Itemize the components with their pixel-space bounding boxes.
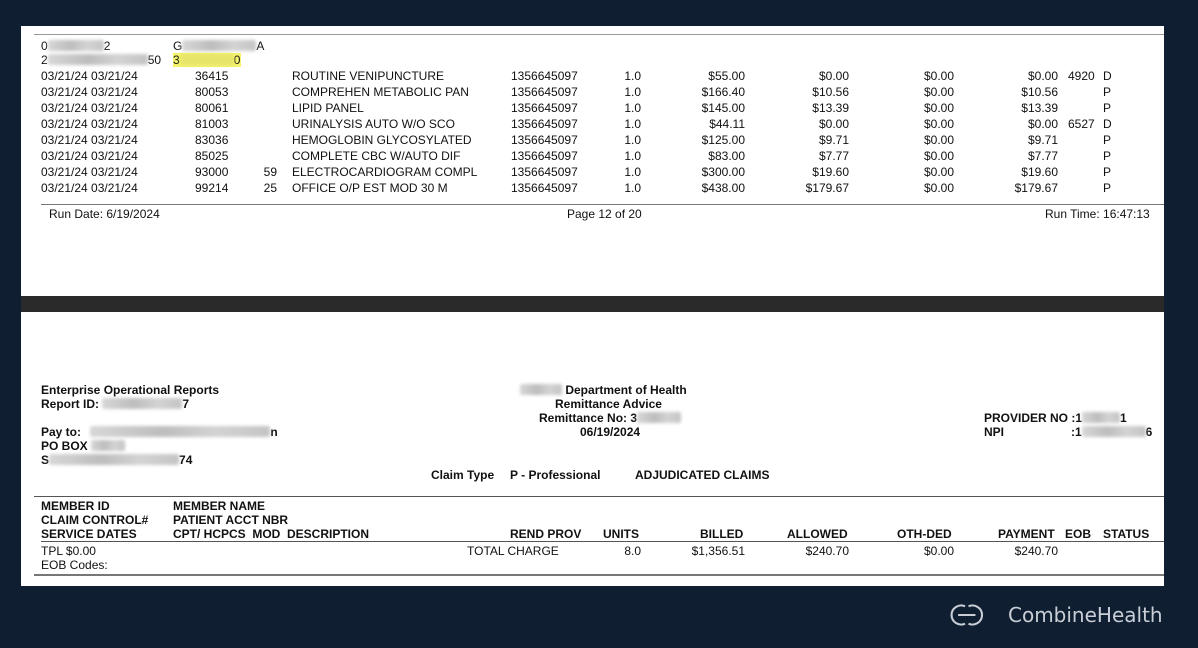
row-description: HEMOGLOBIN GLYCOSYLATED bbox=[292, 133, 472, 147]
row-allowed: $10.56 bbox=[812, 85, 849, 99]
row-allowed: $0.00 bbox=[818, 117, 849, 131]
org-name: Enterprise Operational Reports bbox=[41, 383, 220, 397]
col-service-dates: SERVICE DATES bbox=[41, 527, 137, 541]
column-header-bottom-rule bbox=[41, 541, 1164, 542]
col-member-id: MEMBER ID bbox=[41, 499, 110, 513]
redacted-state bbox=[520, 384, 562, 395]
row-billed: $145.00 bbox=[701, 101, 745, 115]
row-service-dates: 03/21/24 03/21/24 bbox=[41, 85, 138, 99]
row-rend-prov: 1356645097 bbox=[511, 69, 578, 83]
row-description: COMPLETE CBC W/AUTO DIF bbox=[292, 149, 461, 163]
column-header-rule bbox=[34, 496, 1164, 497]
row-status: D bbox=[1103, 69, 1112, 83]
redacted-address bbox=[49, 454, 179, 465]
total-oth-ded: $0.00 bbox=[923, 544, 954, 558]
po-box: PO BOX bbox=[41, 439, 125, 453]
member-name-line: G A bbox=[173, 39, 265, 53]
row-units: 1.0 bbox=[624, 181, 641, 195]
col-eob: EOB bbox=[1065, 527, 1092, 541]
col-cpt-mod-desc: CPT/ HCPCS MOD DESCRIPTION bbox=[173, 527, 370, 541]
row-service-dates: 03/21/24 03/21/24 bbox=[41, 101, 138, 115]
row-units: 1.0 bbox=[624, 69, 641, 83]
eob-codes-label: EOB Codes: bbox=[41, 558, 108, 572]
row-status: P bbox=[1103, 165, 1112, 179]
row-oth-ded: $0.00 bbox=[923, 85, 954, 99]
redacted-patient-acct bbox=[180, 54, 234, 65]
redacted-remittance-no bbox=[637, 412, 681, 423]
row-units: 1.0 bbox=[624, 165, 641, 179]
row-service-dates: 03/21/24 03/21/24 bbox=[41, 117, 138, 131]
row-allowed: $7.77 bbox=[818, 149, 849, 163]
row-allowed: $19.60 bbox=[812, 165, 849, 179]
col-units: UNITS bbox=[603, 527, 639, 541]
col-billed: BILLED bbox=[700, 527, 744, 541]
row-rend-prov: 1356645097 bbox=[511, 85, 578, 99]
row-cpt-code: 85025 bbox=[195, 149, 229, 163]
total-payment: $240.70 bbox=[1014, 544, 1058, 558]
redacted-claim-control bbox=[48, 54, 148, 65]
row-description: LIPID PANEL bbox=[292, 101, 364, 115]
row-units: 1.0 bbox=[624, 149, 641, 163]
remittance-advice-title: Remittance Advice bbox=[555, 397, 662, 411]
row-units: 1.0 bbox=[624, 117, 641, 131]
row-rend-prov: 1356645097 bbox=[511, 117, 578, 131]
row-status: D bbox=[1103, 117, 1112, 131]
row-cpt-code: 99214 bbox=[195, 181, 229, 195]
row-rend-prov: 1356645097 bbox=[511, 133, 578, 147]
combinehealth-logo-icon bbox=[946, 599, 998, 631]
col-allowed: ALLOWED bbox=[787, 527, 848, 541]
row-service-dates: 03/21/24 03/21/24 bbox=[41, 181, 138, 195]
footer-rule bbox=[41, 204, 1164, 205]
row-cpt-code: 83036 bbox=[195, 133, 229, 147]
redacted-report-id bbox=[102, 398, 182, 409]
row-service-dates: 03/21/24 03/21/24 bbox=[41, 133, 138, 147]
row-allowed: $0.00 bbox=[818, 69, 849, 83]
row-status: P bbox=[1103, 149, 1112, 163]
row-oth-ded: $0.00 bbox=[923, 133, 954, 147]
brand-name: CombineHealth bbox=[1008, 603, 1163, 627]
row-units: 1.0 bbox=[624, 133, 641, 147]
member-line-2: 2 50 bbox=[41, 53, 162, 67]
claim-type-value: P - Professional bbox=[510, 468, 601, 482]
tpl-amount: TPL $0.00 bbox=[41, 544, 96, 558]
row-payment: $10.56 bbox=[1021, 85, 1058, 99]
report-id: Report ID: 7 bbox=[41, 397, 190, 411]
row-payment: $13.39 bbox=[1021, 101, 1058, 115]
row-oth-ded: $0.00 bbox=[923, 181, 954, 195]
row-status: P bbox=[1103, 181, 1112, 195]
row-billed: $166.40 bbox=[701, 85, 745, 99]
top-rule bbox=[34, 34, 1164, 35]
redacted-member-name bbox=[182, 40, 256, 51]
col-member-name: MEMBER NAME bbox=[173, 499, 265, 513]
page-break-band bbox=[21, 296, 1164, 312]
run-date: Run Date: 6/19/2024 bbox=[49, 207, 160, 221]
row-allowed: $179.67 bbox=[805, 181, 849, 195]
row-oth-ded: $0.00 bbox=[923, 117, 954, 131]
row-oth-ded: $0.00 bbox=[923, 101, 954, 115]
pay-to: Pay to: n bbox=[41, 425, 278, 439]
row-status: P bbox=[1103, 101, 1112, 115]
col-rend-prov: REND PROV bbox=[510, 527, 582, 541]
row-description: COMPREHEN METABOLIC PAN bbox=[292, 85, 469, 99]
total-charge-label: TOTAL CHARGE bbox=[467, 544, 559, 558]
npi-value: :1 6 bbox=[1071, 425, 1153, 439]
col-payment: PAYMENT bbox=[998, 527, 1055, 541]
row-units: 1.0 bbox=[624, 101, 641, 115]
row-oth-ded: $0.00 bbox=[923, 149, 954, 163]
highlighted-patient-acct: 3 0 bbox=[173, 53, 241, 67]
col-patient-acct: PATIENT ACCT NBR bbox=[173, 513, 289, 527]
department: Department of Health bbox=[520, 383, 687, 397]
row-eob-code: 6527 bbox=[1068, 117, 1095, 131]
row-payment: $0.00 bbox=[1027, 69, 1058, 83]
row-modifier: 59 bbox=[263, 165, 277, 179]
row-billed: $55.00 bbox=[708, 69, 745, 83]
col-oth-ded: OTH-DED bbox=[897, 527, 952, 541]
row-cpt-code: 93000 bbox=[195, 165, 229, 179]
provider-number: PROVIDER NO :1 1 bbox=[984, 411, 1127, 425]
row-billed: $44.11 bbox=[709, 117, 745, 131]
row-service-dates: 03/21/24 03/21/24 bbox=[41, 69, 138, 83]
redacted-member-id bbox=[48, 40, 104, 51]
npi-label: NPI bbox=[984, 425, 1005, 439]
row-description: OFFICE O/P EST MOD 30 M bbox=[292, 181, 448, 195]
adjudicated-claims: ADJUDICATED CLAIMS bbox=[635, 468, 770, 482]
row-rend-prov: 1356645097 bbox=[511, 165, 578, 179]
remittance-date: 06/19/2024 bbox=[580, 425, 641, 439]
row-service-dates: 03/21/24 03/21/24 bbox=[41, 165, 138, 179]
page-number: Page 12 of 20 bbox=[567, 207, 642, 221]
row-allowed: $9.71 bbox=[818, 133, 849, 147]
row-billed: $300.00 bbox=[701, 165, 745, 179]
row-payment: $179.67 bbox=[1014, 181, 1058, 195]
row-service-dates: 03/21/24 03/21/24 bbox=[41, 149, 138, 163]
row-payment: $19.60 bbox=[1021, 165, 1058, 179]
city-state-zip: S 74 bbox=[41, 453, 193, 467]
row-billed: $125.00 bbox=[701, 133, 745, 147]
col-status: STATUS bbox=[1103, 527, 1150, 541]
redacted-po-box bbox=[91, 440, 125, 451]
row-cpt-code: 36415 bbox=[195, 69, 229, 83]
row-eob-code: 4920 bbox=[1068, 69, 1095, 83]
row-status: P bbox=[1103, 133, 1112, 147]
row-billed: $83.00 bbox=[708, 149, 745, 163]
total-billed: $1,356.51 bbox=[691, 544, 745, 558]
row-rend-prov: 1356645097 bbox=[511, 101, 578, 115]
redacted-npi bbox=[1082, 426, 1146, 437]
row-description: ELECTROCARDIOGRAM COMPL bbox=[292, 165, 478, 179]
row-billed: $438.00 bbox=[701, 181, 745, 195]
row-rend-prov: 1356645097 bbox=[511, 181, 578, 195]
row-cpt-code: 81003 bbox=[195, 117, 229, 131]
row-units: 1.0 bbox=[624, 85, 641, 99]
row-description: ROUTINE VENIPUNCTURE bbox=[292, 69, 445, 83]
member-line-1: 0 2 bbox=[41, 39, 111, 53]
redacted-payee bbox=[90, 426, 270, 437]
row-cpt-code: 80061 bbox=[195, 101, 229, 115]
row-payment: $7.77 bbox=[1027, 149, 1058, 163]
bottom-rule bbox=[34, 574, 1164, 576]
run-time: Run Time: 16:47:13 bbox=[1045, 207, 1150, 221]
row-modifier: 25 bbox=[263, 181, 277, 195]
remittance-number: Remittance No: 3 bbox=[539, 411, 681, 425]
redacted-provider-no bbox=[1082, 412, 1120, 423]
row-rend-prov: 1356645097 bbox=[511, 149, 578, 163]
row-description: URINALYSIS AUTO W/O SCO bbox=[292, 117, 455, 131]
row-payment: $9.71 bbox=[1027, 133, 1058, 147]
claim-type-label: Claim Type bbox=[431, 468, 495, 482]
total-units: 8.0 bbox=[624, 544, 641, 558]
row-oth-ded: $0.00 bbox=[923, 165, 954, 179]
row-status: P bbox=[1103, 85, 1112, 99]
row-cpt-code: 80053 bbox=[195, 85, 229, 99]
row-oth-ded: $0.00 bbox=[923, 69, 954, 83]
row-allowed: $13.39 bbox=[812, 101, 849, 115]
col-claim-control: CLAIM CONTROL# bbox=[41, 513, 149, 527]
row-payment: $0.00 bbox=[1027, 117, 1058, 131]
total-allowed: $240.70 bbox=[805, 544, 849, 558]
